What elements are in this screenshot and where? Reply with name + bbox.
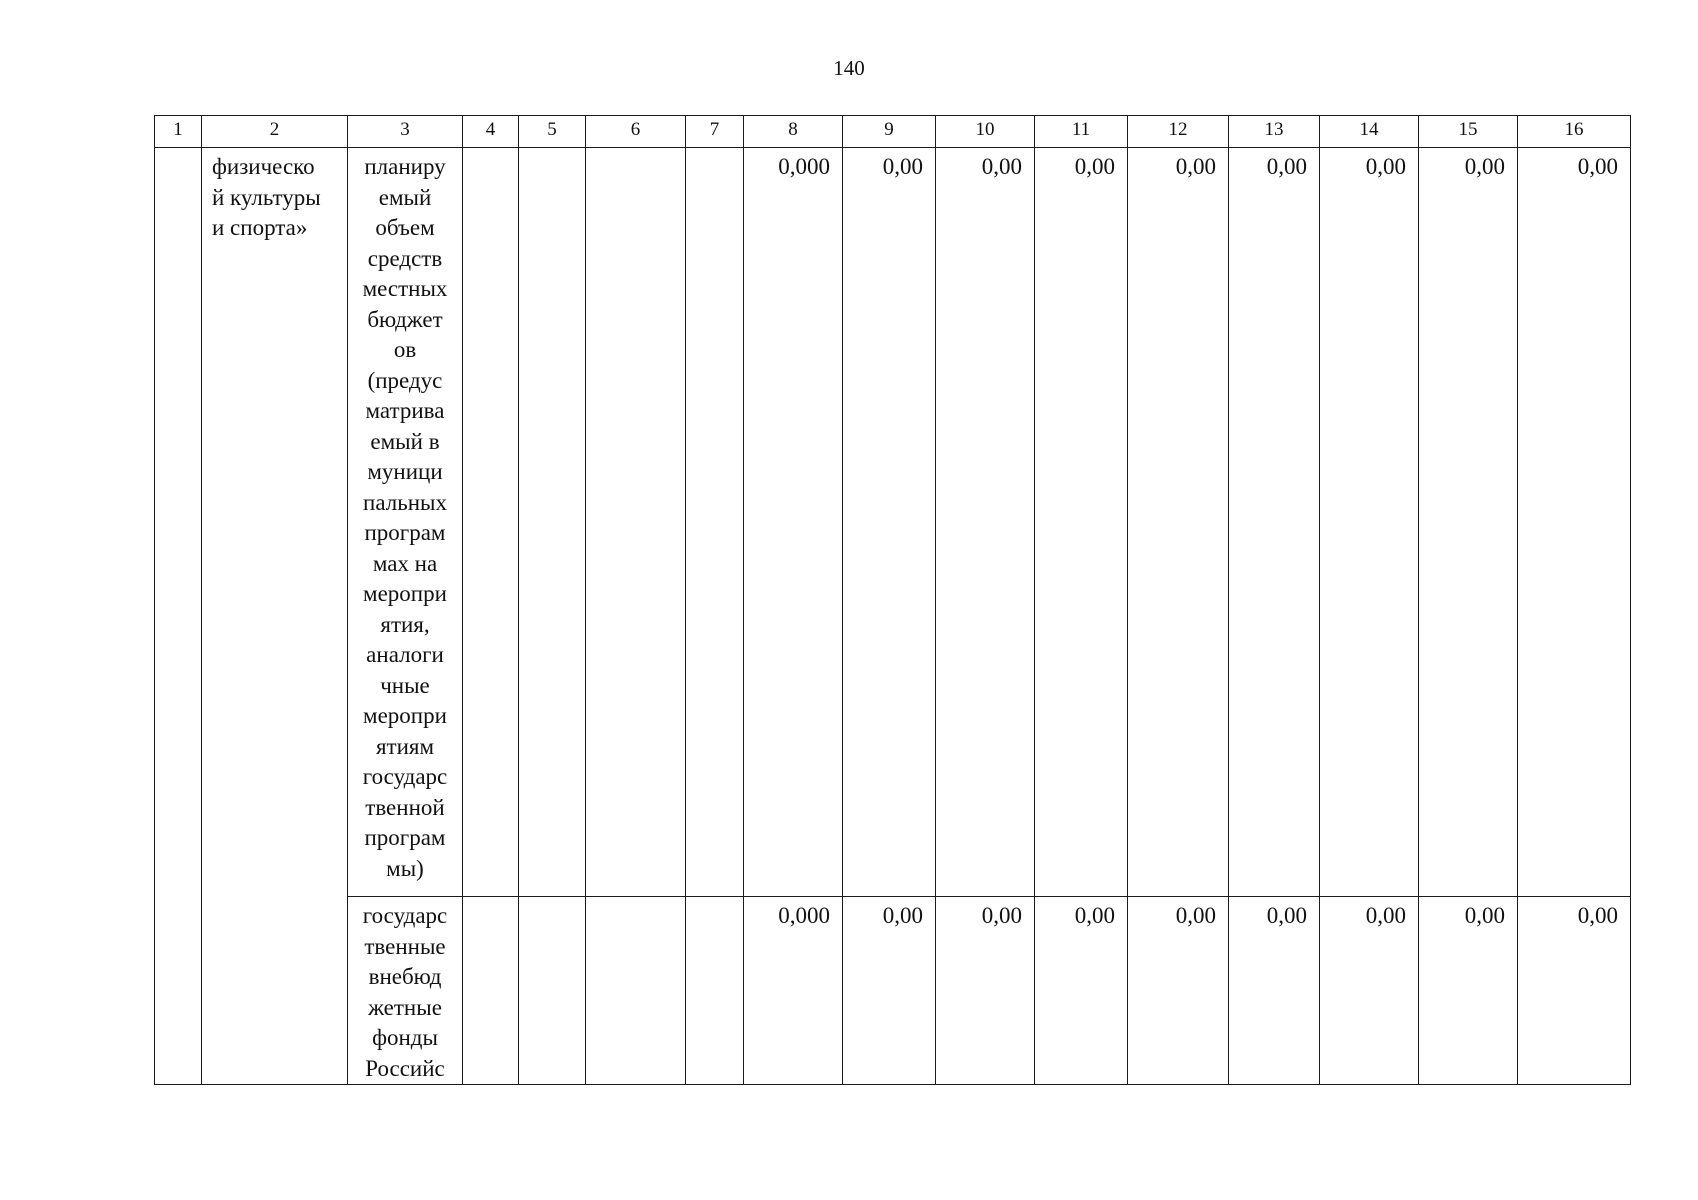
header-col-11: 11 xyxy=(1035,116,1128,148)
page-number: 140 xyxy=(833,56,865,80)
header-col-14: 14 xyxy=(1320,116,1419,148)
col-4-cell xyxy=(463,148,519,897)
col-7-cell xyxy=(686,897,744,1085)
value-cell-16: 0,00 xyxy=(1518,148,1631,897)
header-col-13: 13 xyxy=(1229,116,1320,148)
col-5-cell xyxy=(519,897,586,1085)
value-cell-12: 0,00 xyxy=(1128,897,1229,1085)
header-col-2: 2 xyxy=(202,116,348,148)
col-6-cell xyxy=(586,897,686,1085)
value-cell-9: 0,00 xyxy=(843,148,936,897)
value-cell-13: 0,00 xyxy=(1229,897,1320,1085)
col-7-cell xyxy=(686,148,744,897)
header-col-1: 1 xyxy=(155,116,202,148)
program-name-cell xyxy=(202,148,348,1085)
header-col-10: 10 xyxy=(936,116,1035,148)
table-row xyxy=(155,897,1631,1085)
row-index-cell xyxy=(155,148,202,1085)
header-col-4: 4 xyxy=(463,116,519,148)
header-row xyxy=(155,116,1631,148)
value-cell-11: 0,00 xyxy=(1035,148,1128,897)
col-5-cell xyxy=(519,148,586,897)
header-col-15: 15 xyxy=(1419,116,1518,148)
col-6-cell xyxy=(586,148,686,897)
header-col-6: 6 xyxy=(586,116,686,148)
col-4-cell xyxy=(463,897,519,1085)
budget-table xyxy=(154,115,1631,1085)
value-cell-8: 0,000 xyxy=(744,897,843,1085)
header-col-12: 12 xyxy=(1128,116,1229,148)
funding-source-text: планиру емый объем средств местных бюджет ов (предус матрива емый в муници пальных програм мах на меропри ятия, аналоги чные меропри ятиям государс твенной програм мы) xyxy=(362,154,448,881)
value-cell-14: 0,00 xyxy=(1320,148,1419,897)
funding-source-text: государс твенные внебюд жетные фонды Российс xyxy=(362,903,448,1081)
value-cell-15: 0,00 xyxy=(1419,897,1518,1085)
funding-source-cell xyxy=(348,897,463,1085)
value-cell-8: 0,000 xyxy=(744,148,843,897)
header-col-8: 8 xyxy=(744,116,843,148)
header-col-5: 5 xyxy=(519,116,586,148)
header-col-16: 16 xyxy=(1518,116,1631,148)
value-cell-11: 0,00 xyxy=(1035,897,1128,1085)
value-cell-12: 0,00 xyxy=(1128,148,1229,897)
value-cell-10: 0,00 xyxy=(936,897,1035,1085)
value-cell-9: 0,00 xyxy=(843,897,936,1085)
program-name-text: физическо й культуры и спорта» xyxy=(212,154,321,240)
value-cell-10: 0,00 xyxy=(936,148,1035,897)
table-row xyxy=(155,148,1631,897)
header-col-7: 7 xyxy=(686,116,744,148)
value-cell-14: 0,00 xyxy=(1320,897,1419,1085)
funding-source-cell xyxy=(348,148,463,897)
value-cell-15: 0,00 xyxy=(1419,148,1518,897)
header-col-9: 9 xyxy=(843,116,936,148)
header-col-3: 3 xyxy=(348,116,463,148)
value-cell-16: 0,00 xyxy=(1518,897,1631,1085)
value-cell-13: 0,00 xyxy=(1229,148,1320,897)
